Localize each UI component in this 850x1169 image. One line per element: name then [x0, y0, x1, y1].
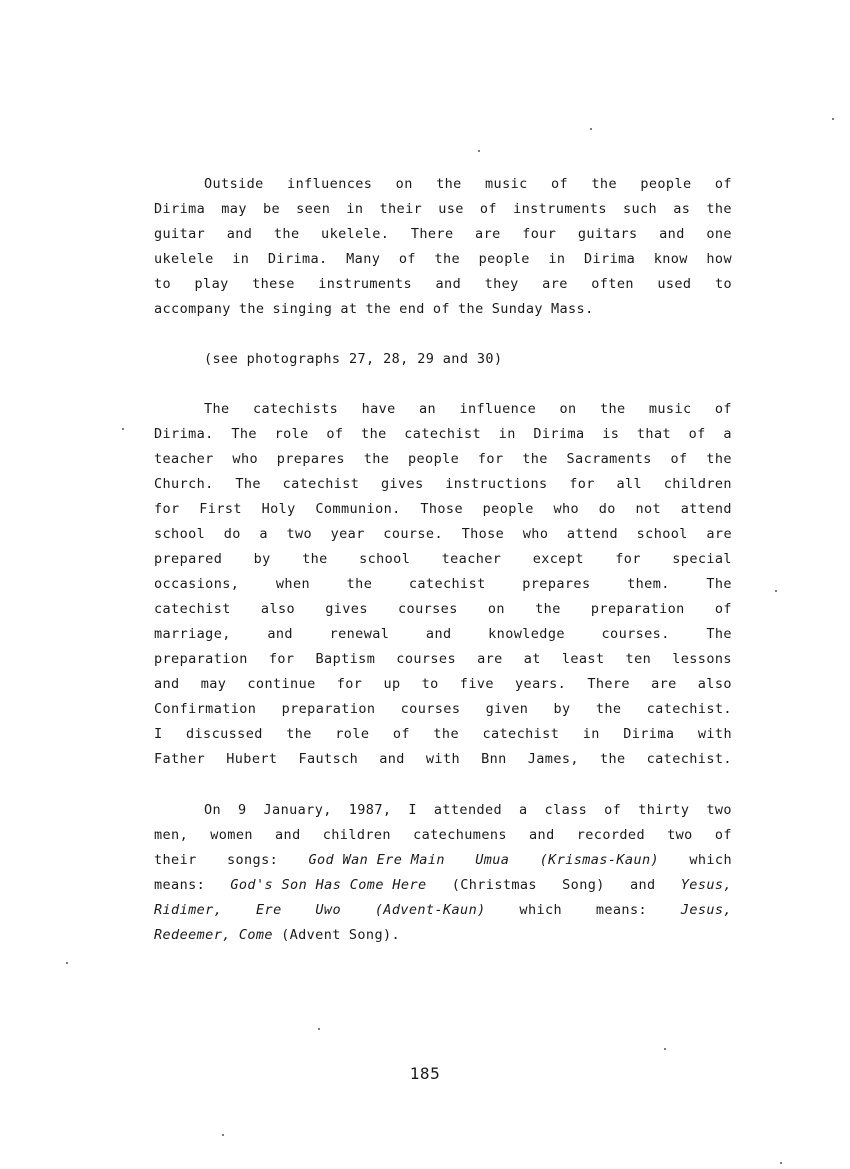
text-line [154, 597, 732, 622]
word: of [714, 601, 732, 617]
word: role [335, 726, 370, 742]
text-line [154, 923, 732, 948]
word: men, [154, 827, 189, 843]
word: role [274, 426, 309, 442]
word: continue [247, 676, 316, 692]
word: catechist [154, 601, 231, 617]
word: thirty [638, 802, 690, 818]
word: be [262, 201, 281, 217]
word: the [535, 601, 561, 617]
word: for [268, 651, 295, 667]
word: these [252, 276, 295, 292]
word: discussed [186, 726, 263, 742]
word: prepares [276, 451, 345, 467]
word: catechist [282, 476, 360, 492]
paragraph-instruments [154, 172, 732, 322]
word: know [653, 251, 688, 267]
word: singing [272, 301, 333, 317]
word: that [636, 426, 672, 442]
word: they [484, 276, 519, 292]
word: the [434, 251, 461, 267]
word: There [587, 676, 630, 692]
word: catechist. [646, 701, 732, 717]
song-title-italic: Yesus, [680, 877, 732, 893]
word: are [477, 651, 503, 667]
word: years. [515, 676, 567, 692]
word: the [706, 451, 732, 467]
word: in [346, 201, 364, 217]
word: James, [527, 751, 579, 767]
text-line [154, 247, 732, 272]
word: and [435, 276, 462, 292]
text-line [154, 672, 732, 697]
word: up [383, 676, 401, 692]
word: and [267, 626, 293, 642]
word: Mass. [550, 301, 594, 317]
word: of [714, 827, 732, 843]
word: for [477, 451, 504, 467]
word: not [635, 501, 662, 517]
text-line [154, 297, 732, 322]
word: attend [566, 526, 619, 542]
word: of [326, 426, 344, 442]
word: Dirima [154, 201, 206, 217]
word: instruments [513, 201, 607, 217]
text-line [154, 873, 732, 898]
song-title-italic: Jesus, [680, 902, 732, 918]
word: preparation [281, 701, 376, 717]
word: Dirima [583, 251, 636, 267]
word: instruments [318, 276, 413, 292]
word: of [398, 251, 416, 267]
word: attend [680, 501, 732, 517]
word: to [714, 276, 732, 292]
word: school [154, 526, 206, 542]
word: Those [461, 526, 505, 542]
word: the [433, 726, 459, 742]
word: their [379, 201, 423, 217]
word: a [519, 802, 528, 818]
word: preparation [590, 601, 685, 617]
word: people [408, 451, 460, 467]
word: catechist [408, 576, 486, 592]
text-line [154, 798, 732, 823]
word: to [154, 276, 172, 292]
word: one [706, 226, 732, 242]
word: teacher [154, 451, 214, 467]
word: in [498, 426, 516, 442]
word: the [599, 751, 626, 767]
word: Confirmation [154, 701, 257, 717]
word: The [231, 426, 257, 442]
word: (Christmas [451, 877, 537, 893]
song-title-italic: Come [238, 927, 273, 943]
word: catechist [404, 426, 482, 442]
word: who [232, 451, 259, 467]
word: when [275, 576, 311, 592]
word: gives [380, 476, 424, 492]
text-line [154, 272, 732, 297]
word: class [544, 802, 588, 818]
scan-speck [664, 1048, 666, 1050]
text-line [154, 747, 732, 772]
word: The [235, 476, 261, 492]
text-line [154, 447, 732, 472]
word: the [286, 726, 312, 742]
word: four [522, 226, 557, 242]
word: 9 [238, 802, 247, 818]
word: of [714, 176, 732, 192]
word: five [459, 676, 494, 692]
text-line [154, 522, 732, 547]
word: the [273, 226, 300, 242]
word: gives [325, 601, 368, 617]
word: is [602, 426, 620, 442]
word: of [392, 726, 410, 742]
scan-speck [122, 428, 124, 430]
word: prepares [522, 576, 591, 592]
word: people [478, 251, 530, 267]
word: courses [396, 651, 456, 667]
word: of [714, 401, 732, 417]
word: Dirima [623, 726, 675, 742]
word: the [346, 576, 373, 592]
scan-speck [66, 962, 68, 964]
word: an [419, 401, 437, 417]
word: and [529, 827, 555, 843]
word: on [395, 176, 413, 192]
word: Dirima. [154, 426, 214, 442]
word: music [485, 176, 528, 192]
page-number: 185 [409, 1064, 441, 1083]
paragraph-catechists [154, 397, 732, 772]
word: Sacraments [566, 451, 652, 467]
word: Those [420, 501, 463, 517]
word: Sunday [491, 301, 543, 317]
word: year [330, 526, 365, 542]
song-title-italic: Ridimer, [154, 902, 223, 918]
word: a [723, 426, 732, 442]
word: The [706, 626, 732, 642]
word: Song) [562, 877, 605, 893]
text-line [154, 697, 732, 722]
word: The [706, 576, 732, 592]
word: for [336, 676, 363, 692]
word: children [663, 476, 732, 492]
word: Holy [261, 501, 296, 517]
word: the [361, 426, 387, 442]
word: Fautsch [298, 751, 359, 767]
word: by [553, 701, 571, 717]
word: the [436, 176, 462, 192]
song-title-italic: (Advent-Kaun) [374, 902, 486, 918]
word: the [365, 301, 392, 317]
word: to [421, 676, 439, 692]
word: two [667, 827, 693, 843]
word: on [487, 601, 505, 617]
text-line [154, 898, 732, 923]
word: with [697, 726, 732, 742]
text-line [154, 472, 732, 497]
text-line [154, 197, 732, 222]
word: influence [459, 401, 537, 417]
word: ukelele [154, 251, 214, 267]
scan-speck [222, 1134, 224, 1136]
word: do [223, 526, 241, 542]
word: of [688, 426, 706, 442]
word: catechists [252, 401, 339, 417]
word: accompany [154, 301, 231, 317]
word: preparation [154, 651, 248, 667]
word: in [548, 251, 566, 267]
text-line [154, 497, 732, 522]
word: Many [346, 251, 381, 267]
word: who [553, 501, 580, 517]
word: are [475, 226, 501, 242]
word: Song). [348, 927, 401, 943]
word: prepared [154, 551, 223, 567]
word: Church. [154, 476, 214, 492]
word: with [425, 751, 461, 767]
word: who [522, 526, 549, 542]
word: often [591, 276, 634, 292]
word: which [519, 902, 563, 918]
word: the [363, 451, 390, 467]
word: of [670, 451, 688, 467]
word: a [259, 526, 268, 542]
word: courses [400, 701, 461, 717]
word: the [302, 551, 328, 567]
word: the [238, 301, 265, 317]
word: also [697, 676, 732, 692]
word: are [651, 676, 677, 692]
word: occasions, [154, 576, 240, 592]
word: and [275, 827, 301, 843]
word: influences [287, 176, 373, 192]
text-line [154, 622, 732, 647]
word: Baptism [315, 651, 376, 667]
word: used [657, 276, 692, 292]
word: may [200, 676, 227, 692]
word: I [408, 802, 417, 818]
word: are [706, 526, 732, 542]
word: special [672, 551, 732, 567]
word: There [410, 226, 454, 242]
word: the [591, 176, 617, 192]
word: knowledge [488, 626, 565, 642]
scan-speck [590, 128, 592, 130]
word: course. [383, 526, 443, 542]
word: attended [433, 802, 503, 818]
song-title-italic: (Krismas-Kaun) [539, 852, 660, 868]
word: play [194, 276, 229, 292]
word: do [598, 501, 616, 517]
word: and [629, 877, 656, 893]
song-title-italic: Uwo [315, 902, 341, 918]
word: the [706, 201, 732, 217]
word: I [154, 726, 163, 742]
photo-reference-note: (see photographs 27, 28, 29 and 30) [204, 351, 503, 367]
word: people [640, 176, 692, 192]
word: for [569, 476, 595, 492]
word: guitar [154, 226, 206, 242]
scan-speck [775, 590, 777, 592]
word: by [253, 551, 271, 567]
text-line [154, 172, 732, 197]
word: end [399, 301, 425, 317]
scan-speck [832, 118, 834, 120]
word: Hubert [226, 751, 278, 767]
text-line [154, 397, 732, 422]
word: Dirima. [267, 251, 328, 267]
word: for [154, 501, 180, 517]
word: means: [154, 877, 206, 893]
word: least [561, 651, 605, 667]
word: all [616, 476, 643, 492]
word: use [438, 201, 464, 217]
word: marriage, [154, 626, 231, 642]
word: seen [296, 201, 331, 217]
word: Father [154, 751, 206, 767]
paragraph-recording [154, 798, 732, 948]
word: school [636, 526, 688, 542]
song-title-italic: Redeemer, [154, 927, 231, 943]
word: Outside [204, 176, 264, 192]
word: given [485, 701, 529, 717]
word: 1987, [348, 802, 392, 818]
word: lessons [672, 651, 732, 667]
scan-speck [318, 1028, 320, 1030]
song-title-italic: Umua [475, 852, 510, 868]
word: have [361, 401, 396, 417]
word: and [379, 751, 405, 767]
word: instructions [445, 476, 548, 492]
word: ukelele. [321, 226, 390, 242]
word: January, [263, 802, 332, 818]
text-line [154, 823, 732, 848]
word: the [522, 451, 548, 467]
word: their [154, 852, 197, 868]
word: ten [625, 651, 652, 667]
word: such [622, 201, 658, 217]
word: Bnn [481, 751, 507, 767]
word: (Advent [281, 927, 341, 943]
word: except [532, 551, 584, 567]
word: On [204, 802, 222, 818]
scan-speck [478, 150, 480, 152]
song-title-italic: God's Son Has Come Here [230, 877, 427, 893]
word: in [582, 726, 600, 742]
word: courses [398, 601, 458, 617]
word: school [359, 551, 411, 567]
word: renewal [329, 626, 390, 642]
word: catechumens [413, 827, 507, 843]
word: them. [627, 576, 670, 592]
word: songs: [226, 852, 279, 868]
word: how [706, 251, 732, 267]
word: guitars [577, 226, 638, 242]
word: and [425, 626, 452, 642]
text-line [154, 722, 732, 747]
song-title-italic: God Wan Ere Main [308, 852, 445, 868]
word: Dirima [533, 426, 585, 442]
word: as [673, 201, 691, 217]
text-line [154, 222, 732, 247]
word: The [204, 401, 230, 417]
word: means: [595, 902, 648, 918]
word: music [648, 401, 692, 417]
word: for [615, 551, 641, 567]
word: of [432, 301, 450, 317]
text-line [154, 647, 732, 672]
word: First [199, 501, 242, 517]
word: children [322, 827, 391, 843]
word: which [689, 852, 732, 868]
word: and [154, 676, 180, 692]
word: at [340, 301, 358, 317]
scan-speck [780, 1162, 782, 1164]
word: catechist. [646, 751, 732, 767]
word: on [559, 401, 577, 417]
word: also [260, 601, 296, 617]
text-line [154, 572, 732, 597]
word: the [599, 401, 626, 417]
word: two [286, 526, 313, 542]
word: women [210, 827, 253, 843]
word: catechist [482, 726, 560, 742]
word: at [523, 651, 541, 667]
word: and [226, 226, 253, 242]
word: courses. [601, 626, 670, 642]
word: may [221, 201, 247, 217]
word: of [551, 176, 569, 192]
word: the [595, 701, 622, 717]
word: of [604, 802, 622, 818]
word: people [482, 501, 534, 517]
word: two [706, 802, 732, 818]
word: are [542, 276, 568, 292]
text-line [154, 547, 732, 572]
word: teacher [441, 551, 502, 567]
text-line [154, 848, 732, 873]
word: and [659, 226, 685, 242]
text-line [154, 422, 732, 447]
word: recorded [576, 827, 645, 843]
word: in [232, 251, 250, 267]
word: of [479, 201, 497, 217]
word: the [458, 301, 484, 317]
word: Communion. [315, 501, 401, 517]
song-title-italic: Ere [256, 902, 282, 918]
